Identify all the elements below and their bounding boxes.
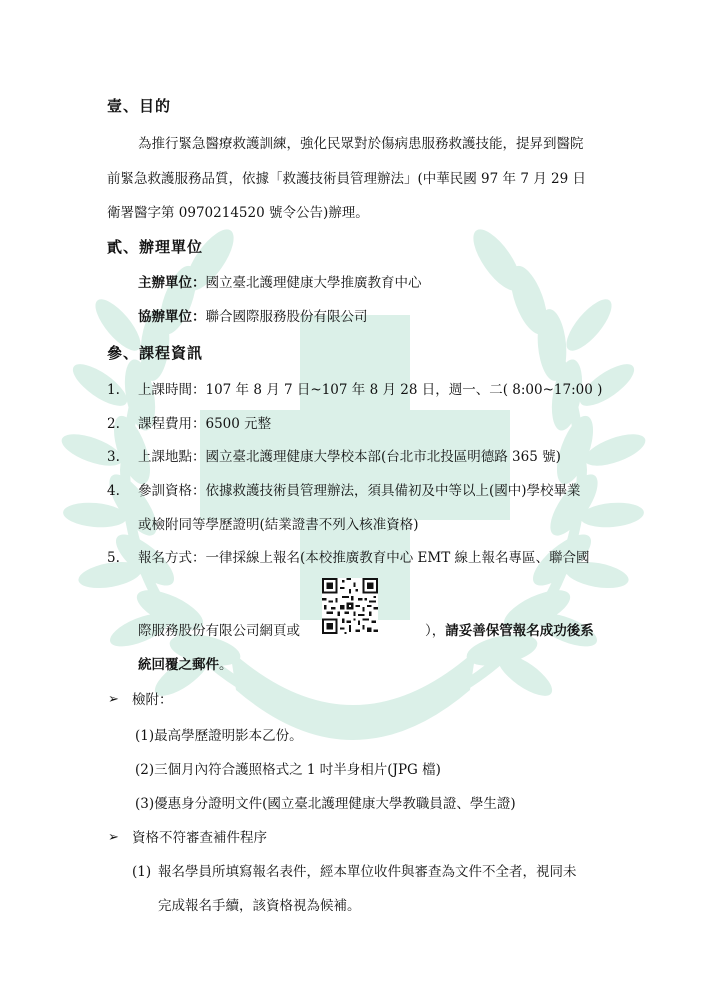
item-eligibility-cont: 或檢附同等學歷證明(結業證書不列入核准資格) (138, 517, 419, 533)
item-registration-line-2a: 際服務股份有限公司網頁或 (138, 623, 300, 639)
review-item-number: (1) (132, 864, 152, 880)
item-eligibility: 參訓資格：依據救護技術員管理辦法，須具備初及中等以上(國中)學校畢業 (138, 483, 581, 499)
item-location: 上課地點：國立臺北護理健康大學校本部(台北市北投區明德路 365 號) (138, 449, 561, 465)
purpose-line-2: 前緊急救護服務品質，依據「救護技術員管理辦法」(中華民國 97 年 7 月 29 日 (107, 171, 586, 187)
host-value: 國立臺北護理健康大學推廣教育中心 (205, 275, 422, 291)
period: 。 (219, 657, 233, 673)
host-organizer (138, 273, 422, 293)
section-heading-course-info: 參、課程資訊 (107, 344, 204, 362)
host-label: 主辦單位： (138, 275, 206, 291)
arrow-bullet-icon: ➢ (108, 830, 119, 845)
item-number-2: 2. (107, 416, 120, 432)
arrow-bullet-icon: ➢ (108, 692, 119, 707)
item-number-3: 3. (107, 449, 120, 465)
item-number-5: 5. (107, 550, 120, 566)
closing-paren: ）， (425, 623, 446, 639)
attachment-item-2: (2)三個月內符合護照格式之 1 吋半身相片(JPG 檔) (135, 762, 441, 778)
item-registration-line-3 (138, 655, 233, 675)
purpose-line-3: 衛署醫字第 0970214520 號令公告)辦理。 (107, 205, 369, 221)
item-registration-line-2b (425, 621, 594, 641)
review-line-2: 完成報名手續，該資格視為候補。 (158, 898, 361, 914)
purpose-line-1: 為推行緊急醫療救護訓練，強化民眾對於傷病患服務救護技能，提昇到醫院 (138, 136, 584, 152)
item-class-time: 上課時間：107 年 8 月 7 日~107 年 8 月 28 日，週一、二( 8:00~17:00 ) (138, 382, 603, 398)
attachment-item-1: (1)最高學歷證明影本乙份。 (135, 728, 303, 744)
system-reply-email: 統回覆之郵件 (138, 657, 219, 673)
section-heading-purpose: 壹、目的 (107, 97, 172, 115)
attachments-label: 檢附： (132, 692, 173, 708)
item-number-1: 1. (107, 382, 120, 398)
qr-code-icon[interactable] (322, 578, 378, 634)
co-value: 聯合國際服務股份有限公司 (205, 309, 368, 325)
section-heading-organizers: 貳、辦理單位 (107, 238, 204, 256)
co-label: 協辦單位： (138, 309, 206, 325)
item-course-fee: 課程費用：6500 元整 (138, 416, 272, 432)
review-label: 資格不符審查補件程序 (132, 830, 267, 846)
item-number-4: 4. (107, 483, 120, 499)
co-organizer (138, 307, 368, 327)
item-registration: 報名方式：一律採線上報名(本校推廣教育中心 EMT 線上報名專區、聯合國 (138, 550, 590, 566)
review-line-1: 報名學員所填寫報名表件，經本單位收件與審查為文件不全者，視同未 (158, 864, 577, 880)
keep-email-notice: 請妥善保管報名成功後系 (445, 623, 594, 639)
attachment-item-3: (3)優惠身分證明文件(國立臺北護理健康大學教職員證、學生證) (135, 796, 516, 812)
